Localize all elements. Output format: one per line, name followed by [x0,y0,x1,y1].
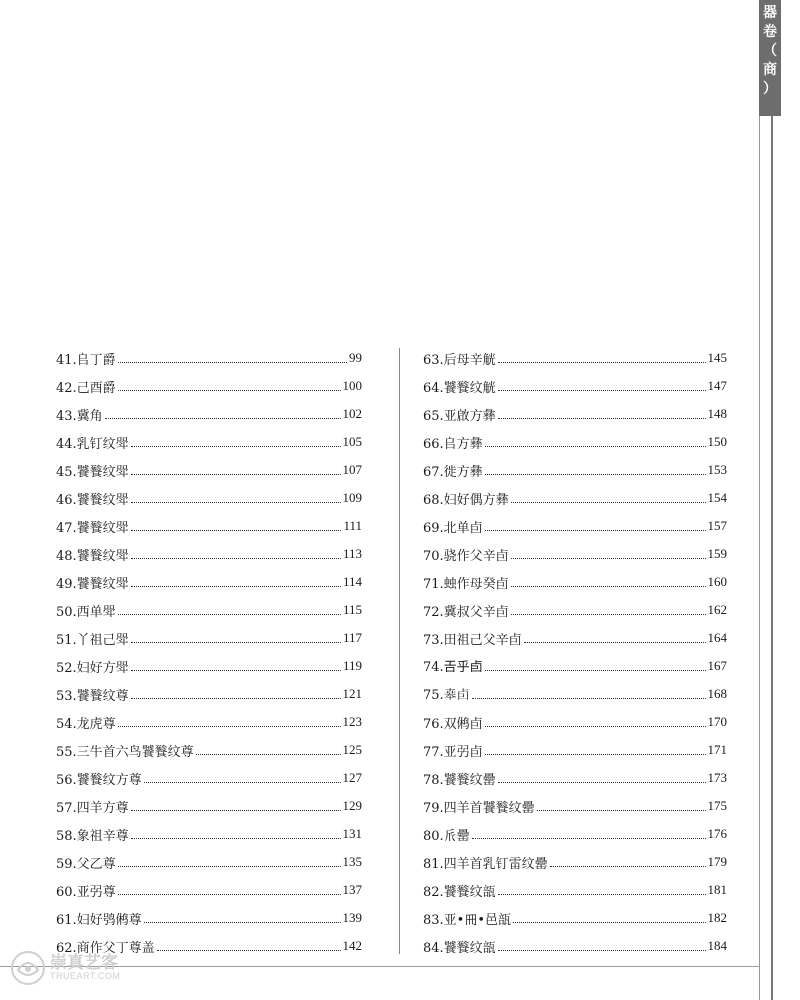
toc-entry-page: 107 [342,462,362,477]
toc-entry-page: 153 [707,462,727,477]
toc-entry[interactable] [56,428,362,456]
leader-dots [550,865,706,867]
toc-entry[interactable] [56,792,362,820]
toc-entry[interactable] [56,400,362,428]
margin-rule [771,116,773,1000]
toc-entry-title: 53.饕餮纹尊 [56,688,129,704]
toc-entry[interactable] [423,708,727,736]
leader-dots [472,837,706,839]
toc-entry-page: 139 [342,910,362,925]
leader-dots [485,529,706,531]
toc-entry[interactable] [423,400,727,428]
leader-dots [118,389,341,391]
toc-entry[interactable] [56,456,362,484]
toc-entry-title: 76.双鸺卣 [423,716,483,732]
toc-entry[interactable] [56,624,362,652]
toc-entry[interactable] [56,904,362,932]
leader-dots [118,725,341,727]
toc-entry-title: 74.𢀛乎卣 [423,659,483,675]
toc-entry-page: 109 [342,490,362,505]
leader-dots [511,557,706,559]
column-divider [399,348,400,954]
leader-dots [196,753,341,755]
toc-entry-page: 150 [707,434,727,449]
toc-entry-title: 58.象祖辛尊 [56,828,129,844]
leader-dots [524,641,706,643]
toc-entry[interactable] [423,428,727,456]
leader-dots [511,501,706,503]
leader-dots [118,865,341,867]
toc-entry-title: 77.亚弜卣 [423,744,483,760]
leader-dots [131,669,341,671]
leader-dots [513,921,705,923]
toc-entry[interactable] [56,708,362,736]
tab-char: 卷 [763,24,777,40]
leader-dots [537,809,706,811]
toc-entry-title: 50.西单斝 [56,604,116,620]
toc-entry[interactable] [423,876,727,904]
tab-char: 器 [763,5,777,21]
toc-entry[interactable] [423,680,727,708]
toc-entry-title: 64.饕餮纹觥 [423,380,496,396]
trueart-logo-icon [10,950,46,986]
leader-dots [498,781,706,783]
toc-entry-title: 66.𠂤方彝 [423,436,483,452]
toc-entry[interactable] [423,904,727,932]
toc-entry-page: 168 [707,686,727,701]
leader-dots [144,781,341,783]
toc-entry-title: 65.亚啟方彝 [423,408,496,424]
toc-entry[interactable] [56,736,362,764]
leader-dots [131,445,341,447]
toc-entry-page: 113 [342,546,362,561]
leader-dots [472,697,706,699]
toc-entry-page: 181 [707,882,727,897]
watermark-cn: 崇真艺客 [50,953,118,973]
toc-entry-page: 154 [707,490,727,505]
toc-entry[interactable] [423,848,727,876]
leader-dots [131,641,341,643]
toc-entry-page: 105 [342,434,362,449]
toc-entry-title: 78.饕餮纹罍 [423,772,496,788]
toc-column-right [423,344,727,960]
leader-dots [498,949,706,951]
toc-entry-title: 83.亚•𠕁•邑瓿 [423,912,512,928]
toc-entry-page: 121 [342,686,362,701]
toc-entry[interactable] [423,764,727,792]
toc-entry-title: 54.龙虎尊 [56,716,116,732]
toc-entry-page: 129 [342,798,362,813]
toc-entry-page: 119 [342,658,362,673]
toc-entry-title: 43.冀角 [56,408,103,424]
toc-entry-title: 57.四羊方尊 [56,800,129,816]
toc-entry-page: 102 [342,406,362,421]
toc-entry-title: 84.饕餮纹瓿 [423,940,496,956]
toc-entry[interactable] [423,736,727,764]
leader-dots [131,557,341,559]
toc-entry-page: 176 [707,826,727,841]
toc-entry-title: 79.四羊首饕餮纹罍 [423,800,535,816]
toc-entry-page: 162 [707,602,727,617]
toc-entry[interactable] [56,764,362,792]
toc-entry-page: 131 [342,826,362,841]
toc-entry[interactable] [56,596,362,624]
leader-dots [131,585,341,587]
toc-entry[interactable] [423,932,727,960]
toc-entry-page: 159 [707,546,727,561]
toc-entry-title: 46.饕餮纹斝 [56,492,129,508]
leader-dots [485,473,706,475]
toc-entry[interactable] [56,876,362,904]
toc-column-left [56,344,362,960]
toc-entry-title: 81.四羊首乳钉雷纹罍 [423,856,548,872]
toc-entry-title: 42.己酉爵 [56,380,116,396]
toc-entry[interactable] [56,372,362,400]
toc-entry-page: 137 [342,882,362,897]
toc-entry[interactable] [56,680,362,708]
toc-entry-page: 164 [707,630,727,645]
toc-entry[interactable] [423,596,727,624]
toc-entry-page: 125 [342,742,362,757]
toc-entry[interactable] [423,456,727,484]
section-tab [759,0,781,116]
toc-entry-page: 184 [707,938,727,953]
toc-entry[interactable] [423,372,727,400]
tab-char: 商 [763,62,777,78]
leader-dots [511,613,706,615]
leader-dots [118,893,341,895]
leader-dots [118,613,341,615]
toc-entry[interactable] [56,652,362,680]
section-tab-label [763,4,777,99]
toc-entry-title: 70.骁作父辛卣 [423,548,509,564]
margin-rule [759,116,760,1000]
toc-entry[interactable] [423,484,727,512]
toc-entry-title: 67.徙方彝 [423,464,483,480]
toc-entry-title: 60.亚弜尊 [56,884,116,900]
toc-entry-page: 99 [349,350,362,365]
toc-entry-title: 75.𠦪卣 [423,687,470,703]
leader-dots [131,697,341,699]
toc-entry-title: 71.䖵作母癸卣 [423,576,509,592]
toc-entry[interactable] [56,540,362,568]
leader-dots [485,669,706,671]
leader-dots [498,893,706,895]
toc-entry-page: 170 [707,714,727,729]
toc-entry-page: 135 [342,854,362,869]
toc-entry-title: 61.妇好鸮鸺尊 [56,912,142,928]
toc-entry-page: 148 [707,406,727,421]
toc-entry[interactable] [56,344,362,372]
toc-entry-page: 100 [342,378,362,393]
leader-dots [105,417,341,419]
toc-entry[interactable] [423,820,727,848]
toc-entry-title: 69.北单卣 [423,520,483,536]
toc-entry-title: 49.饕餮纹斝 [56,576,129,592]
toc-entry-page: 173 [707,770,727,785]
toc-entry-title: 44.乳钉纹斝 [56,436,129,452]
leader-dots [485,445,706,447]
toc-entry-title: 62.商作父丁尊盖 [56,940,155,956]
toc-entry-title: 51.丫祖己斝 [56,632,129,648]
leader-dots [131,529,342,531]
toc-entry[interactable] [56,568,362,596]
leader-dots [498,417,706,419]
toc-entry[interactable] [423,792,727,820]
toc-entry-page: 160 [707,574,727,589]
leader-dots [144,921,341,923]
toc-entry[interactable] [423,624,727,652]
leader-dots [131,837,341,839]
toc-entry-page: 182 [707,910,727,925]
toc-entry-page: 123 [342,714,362,729]
toc-entry[interactable] [56,512,362,540]
toc-entry-title: 45.饕餮纹斝 [56,464,129,480]
toc-entry[interactable] [423,540,727,568]
leader-dots [498,361,706,363]
toc-entry-page: 175 [707,798,727,813]
toc-entry-page: 171 [707,742,727,757]
watermark-en: TRUEART.COM [50,971,121,981]
toc-entry[interactable] [423,344,727,372]
toc-entry[interactable] [423,652,727,680]
leader-dots [485,753,706,755]
toc-entry-page: 114 [342,574,362,589]
toc-entry-page: 127 [342,770,362,785]
leader-dots [485,725,706,727]
toc-entry-title: 47.饕餮纹斝 [56,520,129,536]
toc-entry[interactable] [423,512,727,540]
toc-entry-page: 167 [707,658,727,673]
toc-entry-title: 59.父乙尊 [56,856,116,872]
toc-entry-title: 41.𠂤丁爵 [56,352,116,368]
toc-entry-title: 82.饕餮纹瓿 [423,884,496,900]
toc-entry-title: 52.妇好方斝 [56,660,129,676]
leader-dots [157,949,341,951]
leader-dots [498,389,706,391]
toc-entry-page: 111 [343,518,362,533]
toc-entry-title: 56.饕餮纹方尊 [56,772,142,788]
toc-entry-title: 80.𠂢罍 [423,828,470,844]
toc-entry-title: 73.田祖己父辛卣 [423,632,522,648]
toc-entry-page: 157 [707,518,727,533]
toc-entry[interactable] [56,848,362,876]
leader-dots [118,361,347,363]
toc-entry-page: 179 [707,854,727,869]
leader-dots [131,501,341,503]
toc-entry-page: 142 [342,938,362,953]
toc-entry-page: 117 [342,630,362,645]
leader-dots [131,473,341,475]
toc-entry-title: 68.妇好偶方彝 [423,492,509,508]
toc-entry-title: 72.冀叔父辛卣 [423,604,509,620]
toc-entry-page: 147 [707,378,727,393]
toc-entry-title: 55.三牛首六鸟饕餮纹尊 [56,744,194,760]
toc-entry-page: 145 [707,350,727,365]
watermark [10,950,120,986]
leader-dots [511,585,706,587]
toc-entry-page: 115 [342,602,362,617]
toc-entry[interactable] [56,820,362,848]
leader-dots [131,809,341,811]
toc-entry[interactable] [423,568,727,596]
tab-char: （ [763,43,777,59]
toc-entry-title: 48.饕餮纹斝 [56,548,129,564]
tab-char: ） [763,81,777,97]
toc-entry[interactable] [56,484,362,512]
toc-entry-title: 63.后母辛觥 [423,352,496,368]
